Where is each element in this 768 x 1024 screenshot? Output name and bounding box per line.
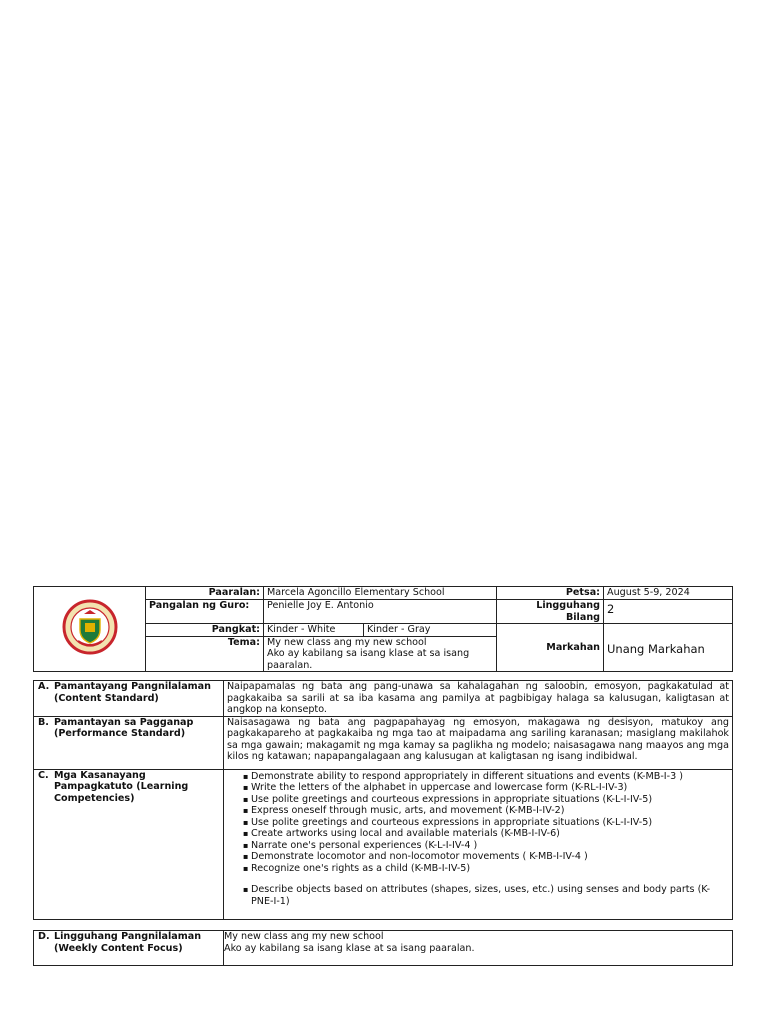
content-standard-title: A. Pamantayang Pangnilalaman (Content Standard) [34, 681, 224, 717]
performance-standard-text: Naisasagawa ng bata ang pagpapahayag ng emosyon, makagawa ng desisyon, matukoy ang pagkakapareho at pagkakaiba ng mga tao at maipadama ang sariling karanasan; masiglang makilahok sa mga gawain; makagamit ng mga kamay sa paglikha ng modelo; naisasagawa nang maayos ang mga kilos ng katawan; napapangalagaan ang kalusugan at kaligtasan ng isang indibidwal. [224, 716, 733, 769]
competency-item: ▪ Express oneself through music, arts, and movement (K-MB-I-IV-2) [245, 805, 729, 817]
competency-item: ▪ Recognize one's rights as a child (K-MB-I-IV-5) [245, 863, 729, 875]
weekly-focus-title: D. Lingguhang Pangnilalaman (Weekly Content Focus) [34, 931, 224, 966]
competency-item: ▪ Use polite greetings and courteous expressions in appropriate situations (K-L-I-IV-5) [245, 794, 729, 806]
section-value-gray: Kinder - Gray [364, 624, 497, 637]
school-logo-cell [34, 587, 146, 672]
week-value: 2 [604, 600, 733, 624]
content-standard-text: Naipapamalas ng bata ang pang-unawa sa kahalagahan ng saloobin, emosyon, pagkakatulad at pagkakaiba sa sarili at sa iba kasama ang pamilya at pagbibigay halaga sa kalusugan, kaligtasan at angkop na konsepto. [224, 681, 733, 717]
teacher-label: Pangalan ng Guro: [146, 600, 264, 624]
weekly-focus-table [33, 930, 733, 966]
theme-label: Tema: [146, 636, 264, 672]
date-label: Petsa: [497, 587, 604, 600]
standards-table [33, 680, 733, 920]
weekly-focus-text: My new class ang my new school Ako ay kabilang sa isang klase at sa isang paaralan. [224, 931, 733, 966]
competencies-list [227, 770, 729, 910]
learning-competencies-title: C. Mga Kasanayang Pampagkatuto (Learning Competencies) [34, 769, 224, 919]
school-value: Marcela Agoncillo Elementary School [264, 587, 497, 600]
section-value-white: Kinder - White [264, 624, 364, 637]
competency-item: ▪ Write the letters of the alphabet in uppercase and lowercase form (K-RL-I-IV-3) [245, 782, 729, 794]
competency-item: ▪ Use polite greetings and courteous expressions in appropriate situations (K-L-I-IV-5) [245, 817, 729, 829]
competency-item: ▪ Demonstrate ability to respond appropriately in different situations and events (K-MB-I-3 ) [245, 771, 729, 783]
week-label: Lingguhang Bilang [497, 600, 604, 624]
school-seal-icon [62, 599, 118, 655]
school-label: Paaralan: [146, 587, 264, 600]
quarter-value: Unang Markahan [604, 624, 733, 672]
teacher-value: Penielle Joy E. Antonio [264, 600, 497, 624]
learning-competencies-list-cell [224, 769, 733, 919]
theme-value: My new class ang my new school Ako ay kabilang sa isang klase at sa isang paaralan. [264, 636, 497, 672]
competency-item: ▪ Describe objects based on attributes (shapes, sizes, uses, etc.) using senses and body parts (K-PNE-I-1) [245, 884, 729, 907]
competency-item: ▪ Narrate one's personal experiences (K-L-I-IV-4 ) [245, 840, 729, 852]
date-value: August 5-9, 2024 [604, 587, 733, 600]
quarter-label: Markahan [497, 624, 604, 672]
section-label: Pangkat: [146, 624, 264, 637]
competency-item: ▪ Demonstrate locomotor and non-locomotor movements ( K-MB-I-IV-4 ) [245, 851, 729, 863]
competency-item: ▪ Create artworks using local and available materials (K-MB-I-IV-6) [245, 828, 729, 840]
header-table [33, 586, 733, 672]
performance-standard-title: B. Pamantayan sa Pagganap (Performance Standard) [34, 716, 224, 769]
